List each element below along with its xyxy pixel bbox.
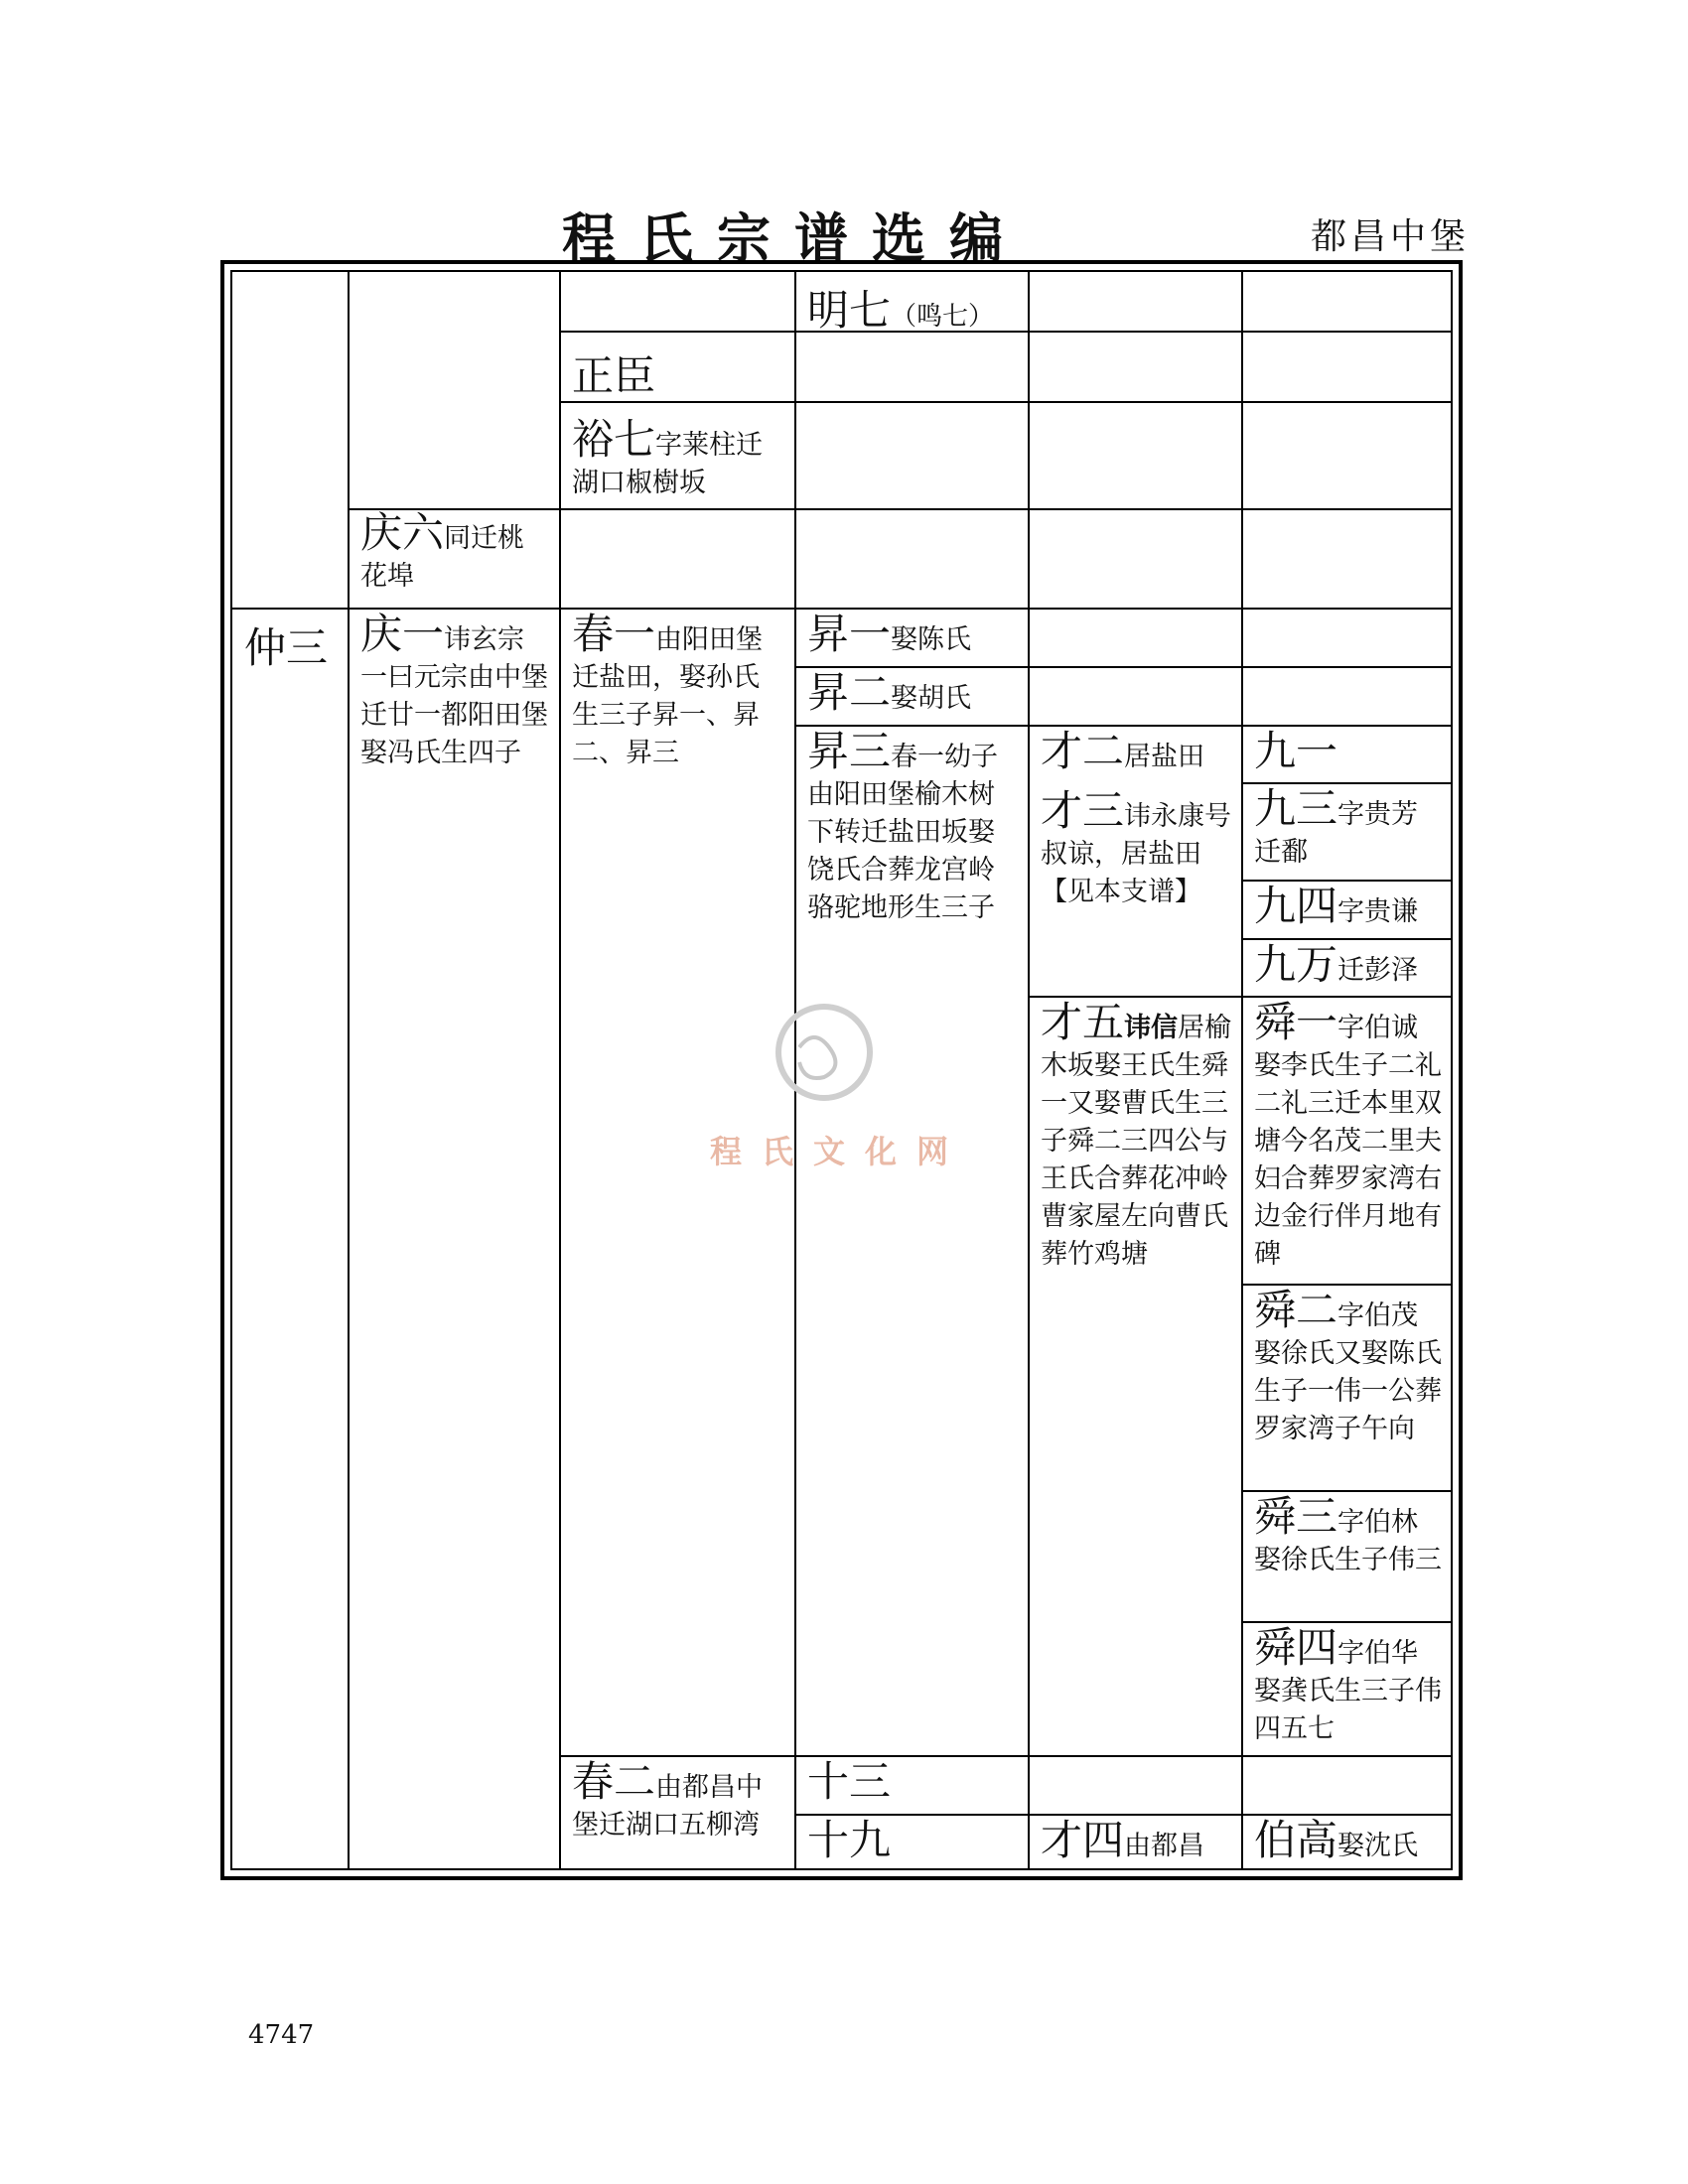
entry-desc: 字贵芳迁鄱 [1254, 799, 1419, 868]
entry-shun-san [1244, 1492, 1453, 1621]
entry-name: 才二 [1041, 727, 1125, 775]
entry-cai-san [1031, 786, 1241, 985]
entry-yu-qi [562, 415, 794, 508]
entry-shun-yi [1244, 998, 1453, 1284]
entry-name: 舜二 [1254, 1286, 1338, 1334]
entry-name: 正臣 [572, 351, 656, 400]
entry-desc: 字伯诚娶李氏生子二礼二礼三迁本里双塘今名茂二里夫妇合葬罗家湾右边金行伴月地有碑 [1254, 1013, 1442, 1270]
entry-desc: 同迁桃花埠 [360, 523, 525, 592]
entry-jiu-wan [1244, 940, 1453, 996]
entry-name: 舜三 [1254, 1492, 1338, 1541]
entry-name: 明七 [807, 286, 892, 335]
entry-name: 九四 [1254, 882, 1338, 930]
row-line [559, 401, 1453, 403]
entry-ref: 【见本支谱】 [1041, 877, 1201, 907]
entry-cai-er [1031, 727, 1241, 784]
entry-shi-san [797, 1757, 1028, 1814]
entry-name: 春一 [572, 610, 656, 658]
row-line [559, 331, 1453, 333]
entry-sheng-yi [797, 610, 1028, 666]
entry-name: 才四 [1041, 1816, 1125, 1864]
entry-desc: 字伯林娶徐氏生子伟三 [1254, 1507, 1442, 1575]
entry-name: 舜四 [1254, 1623, 1338, 1672]
entry-jiu-si [1244, 882, 1453, 938]
entry-zheng-chen [562, 338, 794, 401]
entry-name: 十九 [807, 1816, 892, 1864]
entry-desc: 字莱柱迁湖口椒樹坂 [572, 430, 764, 498]
entry-shun-er [1244, 1286, 1453, 1490]
entry-note: （鸣七） [891, 302, 995, 332]
page-subtitle: 都昌中堡 [1310, 216, 1470, 257]
entry-desc: 娶沈氏 [1337, 1831, 1419, 1861]
entry-name: 舜一 [1254, 998, 1338, 1046]
entry-name: 庆一 [360, 610, 445, 658]
entry-desc: 由阳田堡迁盐田，娶孙氏生三子昇一、昇二、昇三 [572, 624, 764, 768]
entry-name: 庆六 [360, 508, 445, 557]
entry-desc: 字贵谦 [1337, 896, 1419, 927]
entry-shi-jiu [797, 1816, 1028, 1870]
entry-jiu-san [1244, 784, 1453, 880]
entry-ming-qi [797, 272, 1028, 335]
entry-qing-liu [351, 508, 559, 608]
entry-name: 昇三 [807, 727, 892, 775]
entry-shun-si [1244, 1623, 1453, 1755]
entry-name: 春二 [572, 1757, 656, 1806]
entry-name: 九三 [1254, 784, 1338, 833]
page-number: 4747 [248, 2020, 315, 2050]
entry-chun-yi [562, 610, 794, 788]
entry-desc: 字伯茂娶徐氏又娶陈氏生子一伟一公葬罗家湾子午向 [1254, 1300, 1442, 1444]
entry-desc: 娶胡氏 [891, 683, 972, 714]
entry-name: 伯高 [1254, 1816, 1338, 1864]
entry-sheng-san [797, 727, 1028, 955]
entry-name: 十三 [807, 1757, 892, 1806]
entry-jiu-yi [1244, 727, 1453, 782]
entry-chun-er [562, 1757, 794, 1870]
entry-desc: 居盐田 [1124, 742, 1205, 772]
entry-name: 昇一 [807, 610, 892, 658]
entry-bo-gao [1244, 1816, 1453, 1870]
entry-desc: 居榆木坂娶王氏生舜一又娶曹氏生三子舜二三四公与王氏合葬花冲岭曹家屋左向曹氏葬竹鸡塘 [1041, 1013, 1232, 1270]
entry-desc: 由都昌中堡迁湖口五柳湾 [572, 1772, 764, 1841]
entry-cai-si [1031, 1816, 1241, 1870]
entry-cai-wu [1031, 998, 1241, 1335]
entry-desc: 娶陈氏 [891, 624, 972, 655]
entry-name: 才三 [1041, 786, 1125, 835]
entry-sheng-er [797, 668, 1028, 725]
entry-name: 九万 [1254, 940, 1338, 989]
entry-desc: 迁彭泽 [1337, 955, 1419, 986]
entry-desc: 讳玄宗一曰元宗由中堡迁廿一都阳田堡娶冯氏生四子 [360, 624, 548, 768]
entry-desc: 春一幼子由阳田堡榆木树下转迁盐田坂娶饶氏合葬龙宫岭骆驼地形生三子 [807, 742, 999, 923]
entry-name: 仲三 [244, 623, 329, 672]
entry-desc: 由都昌 [1124, 1831, 1205, 1861]
entry-zhong-san [234, 610, 348, 679]
entry-name: 裕七 [572, 415, 656, 464]
entry-qing-yi [351, 610, 559, 828]
watermark-text: 程氏文化网 [710, 1133, 969, 1170]
entry-desc: 字伯华娶龚氏生三子伟四五七 [1254, 1638, 1442, 1744]
entry-name: 昇二 [807, 668, 892, 717]
entry-desc: 讳永康号叔谅，居盐田 [1041, 801, 1232, 870]
entry-name: 才五 [1041, 998, 1125, 1046]
entry-name: 九一 [1254, 727, 1338, 775]
entry-desc-bold: 讳信 [1124, 1013, 1179, 1043]
page-title: 程氏宗谱选编 [562, 207, 1027, 270]
